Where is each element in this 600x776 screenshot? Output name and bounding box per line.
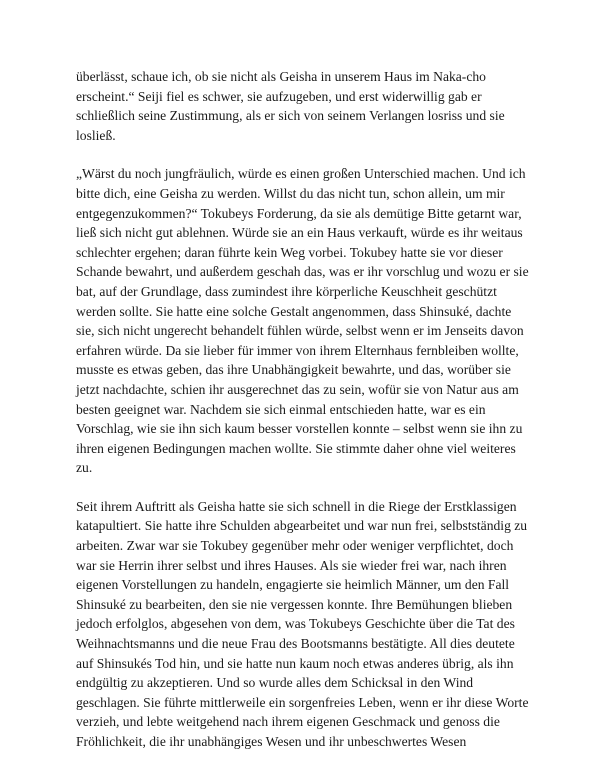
paragraph-2: „Wärst du noch jungfräulich, würde es einen großen Unterschied machen. Und ich bitte dich, eine Geisha zu werden. Willst du das nicht tun, schon allein, um mir entgegenzukommen?“ Tokubeys Forderung, da sie als demütige Bitte getarnt war, ließ sich nicht gut ablehnen. Würde sie an ein Haus verkauft, würde es ihr weitaus schlechter ergehen; daran führte kein Weg vorbei. Tokubey hatte sie vor dieser Schande bewahrt, und außerdem geschah das, was er ihr vorschlug und wozu er sie bat, auf der Grundlage, dass zumindest ihre körperliche Keuschheit geschützt werden sollte. Sie hatte eine solche Gestalt angenommen, dass Shinsuké, dachte sie, sich nicht ungerecht behandelt fühlen würde, selbst wenn er im Jenseits davon erfahren würde. Da sie lieber für immer von ihrem Elternhaus fernbleiben wollte, musste es etwas geben, das ihre Unabhängigkeit bewahrte, und das, worüber sie jetzt nachdachte, schien ihr ausgerechnet das zu sein, wofür sie von Natur aus am besten geeignet war. Nachdem sie sich einmal entschieden hatte, war es ein Vorschlag, wie sie ihn sich kaum besser vorstellen konnte – selbst wenn sie ihn zu ihren eigenen Bedingungen machen wollte. Sie stimmte daher ohne viel weiteres zu.	[76, 166, 529, 476]
paragraph-1: überlässt, schaue ich, ob sie nicht als Geisha in unserem Haus im Naka-cho erscheint.“ Seiji fiel es schwer, sie aufzugeben, und erst widerwillig gab er schließlich seine Zustimmung, als er sich von seinem Verlangen losriss und sie losließ.	[76, 69, 505, 143]
paragraph-3: Seit ihrem Auftritt als Geisha hatte sie sich schnell in die Riege der Erstklassigen katapultiert. Sie hatte ihre Schulden abgearbeitet und war nun frei, selbstständig zu arbeiten. Zwar war sie Tokubey gegenüber mehr oder weniger verpflichtet, doch war sie Herrin ihrer selbst und ihres Hauses. Als sie wieder frei war, nach ihren eigenen Vorstellungen zu handeln, engagierte sie heimlich Männer, um den Fall Shinsuké zu bearbeiten, den sie nie vergessen konnte. Ihre Bemühungen blieben jedoch erfolglos, abgesehen von dem, was Tokubeys Geschichte über die Tat des Weihnachtsmanns und die neue Frau des Bootsmanns bestätigte. All dies deutete auf Shinsukés Tod hin, und sie hatte nun kaum noch etwas anderes übrig, als ihn endgültig zu akzeptieren. Und so wurde alles dem Schicksal in den Wind geschlagen. Sie führte mittlerweile ein sorgenfreies Leben, wenn er ihr diese Worte verzieh, und lebte weitgehend nach ihrem eigenen Geschmack und genoss die Fröhlichkeit, die ihr unabhängiges Wesen und ihr unbeschwertes Wesen	[76, 498, 529, 749]
